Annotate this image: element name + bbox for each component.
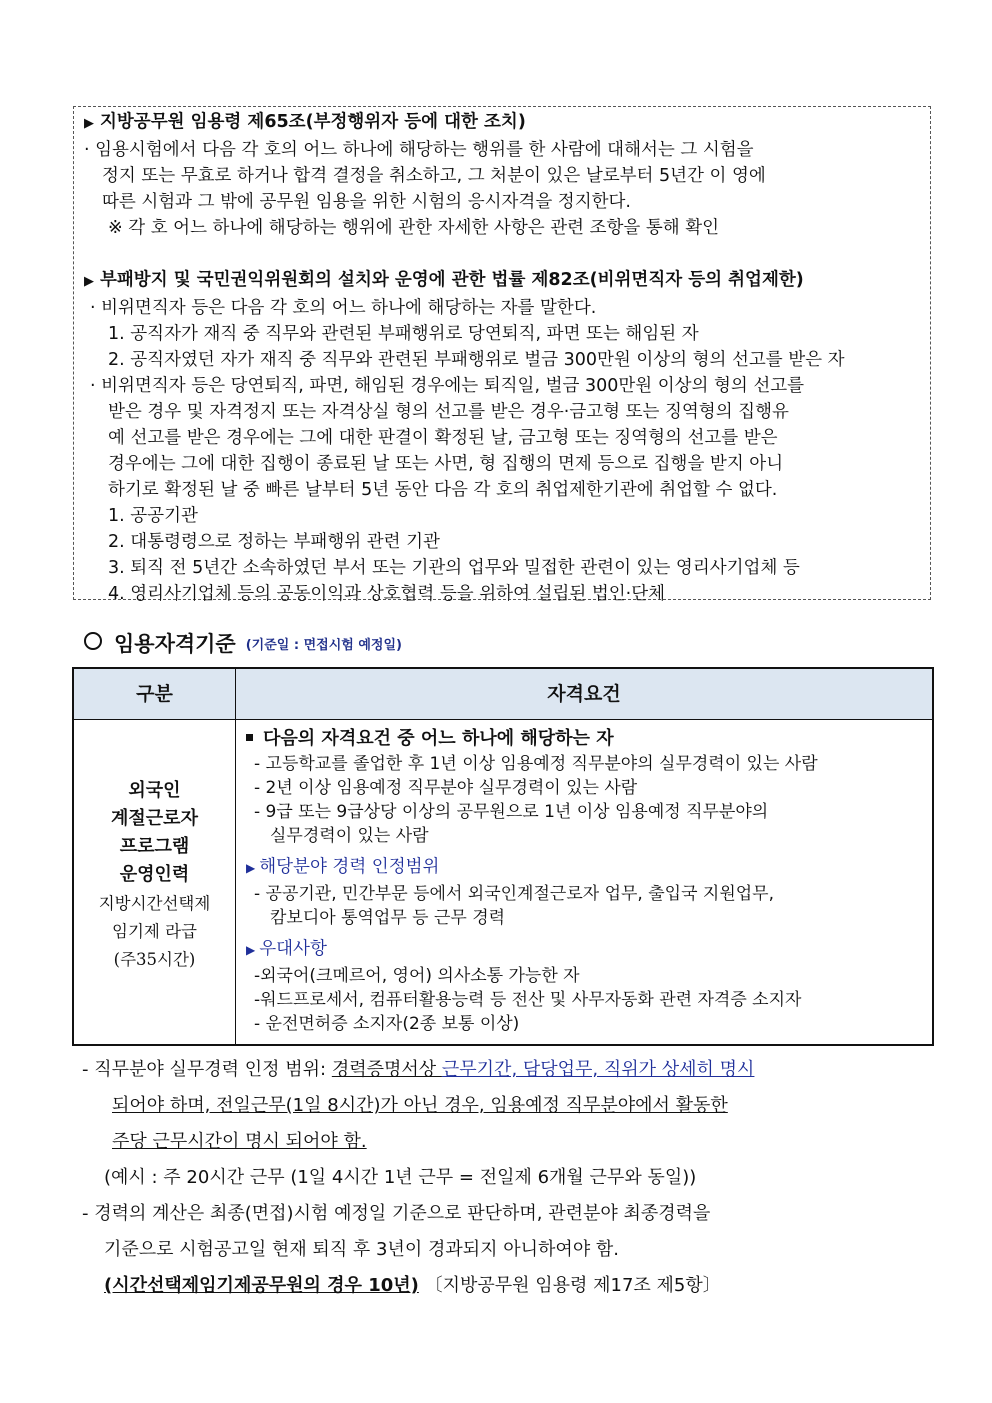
note-line: (시간선택제임기제공무원의 경우 10년) 〔지방공무원 임용령 제17조 제5항〕 [104, 1275, 721, 1296]
note-line: - 경력의 계산은 최종(면접)시험 예정일 기준으로 판단하며, 관련분야 최종경력을 [82, 1203, 711, 1224]
requirement-item: - 2년 이상 임용예정 직무분야 실무경력이 있는 사람 [254, 778, 638, 798]
triangle-bullet-icon: ▶ [246, 943, 256, 957]
header-category: 구분 [136, 683, 173, 705]
requirement-item-cont: 실무경력이 있는 사람 [270, 826, 429, 846]
category-detail: 지방시간선택제 [98, 894, 211, 913]
law-item: 1. 공직자가 재직 중 직무와 관련된 부패행위로 당연퇴직, 파면 또는 해임된 자 [108, 324, 699, 344]
triangle-bullet-icon: ▶ [84, 274, 94, 289]
category-cell [74, 777, 235, 973]
qualification-table [72, 667, 934, 1046]
triangle-bullet-icon: ▶ [246, 861, 256, 875]
header-requirements: 자격요건 [547, 683, 621, 705]
law-item: 1. 공공기관 [108, 506, 198, 526]
section-heading [84, 628, 402, 658]
column-divider [235, 669, 236, 1044]
law-line: 예 선고를 받은 경우에는 그에 대한 판결이 확정된 날, 금고형 또는 징역형의 선고를 받은 [108, 428, 778, 448]
category-detail: 임기제 라급 [112, 922, 197, 941]
note-line: 기준으로 시험공고일 현재 퇴직 후 3년이 경과되지 아니하여야 함. [104, 1239, 620, 1260]
law-line: 따른 시험과 그 밖에 공무원 임용을 위한 시험의 응시자격을 정지한다. [102, 192, 631, 212]
experience-item-cont: 캄보디아 통역업무 등 근무 경력 [270, 908, 506, 928]
category-name: 프로그램 [119, 836, 190, 857]
preference-heading: ▶ 우대사항 [246, 939, 327, 959]
law-note: ※ 각 호 어느 하나에 해당하는 행위에 관한 자세한 사항은 관련 조항을 통해 확인 [108, 218, 720, 238]
requirement-item: - 9급 또는 9급상당 이상의 공무원으로 1년 이상 임용예정 직무분야의 [254, 802, 769, 822]
spacer [84, 241, 922, 267]
law-line: 받은 경우 및 자격정지 또는 자격상실 형의 선고를 받은 경우·금고형 또는 징역형의 집행유 [108, 402, 789, 422]
category-name: 운영인력 [119, 864, 190, 885]
law-item: 2. 공직자였던 자가 재직 중 직무와 관련된 부패행위로 벌금 300만원 이상의 형의 선고를 받은 자 [108, 350, 845, 370]
triangle-bullet-icon: ▶ [84, 116, 94, 131]
law-box [73, 106, 931, 604]
law-line: 하기로 확정된 날 중 빠른 날부터 5년 동안 다음 각 호의 취업제한기관에 취업할 수 없다. [108, 480, 778, 500]
category-name: 외국인 [128, 780, 181, 801]
note-line: 되어야 하며, 전일근무(1일 8시간)가 아닌 경우, 임용예정 직무분야에서 활동한 [112, 1095, 728, 1116]
requirements-cell [246, 725, 932, 1036]
category-detail: (주35시간) [113, 950, 196, 969]
note-example: (예시 : 주 20시간 근무 (1일 4시간 1년 근무 = 전일제 6개월 근무와 동일)) [104, 1167, 697, 1188]
notes-section [82, 1052, 932, 1304]
preference-item: -워드프로세서, 컴퓨터활용능력 등 전산 및 사무자동화 관련 자격증 소지자 [254, 990, 802, 1010]
circle-bullet-icon [84, 632, 102, 650]
preference-item: -외국어(크메르어, 영어) 의사소통 가능한 자 [254, 966, 580, 986]
law-line: · 임용시험에서 다음 각 호의 어느 하나에 해당하는 행위를 한 사람에 대해서는 그 시험을 [84, 140, 754, 160]
square-bullet-icon [246, 734, 253, 741]
law-line: · 비위면직자 등은 다음 각 호의 어느 하나에 해당하는 자를 말한다. [90, 298, 597, 318]
law-item: 3. 퇴직 전 5년간 소속하였던 부서 또는 기관의 업무와 밀접한 관련이 있는 영리사기업체 등 [108, 558, 800, 578]
section-title: 임용자격기준 [114, 632, 236, 656]
law-line: · 비위면직자 등은 당연퇴직, 파면, 해임된 경우에는 퇴직일, 벌금 300만원 이상의 형의 선고를 [90, 376, 805, 396]
law-heading-art82: ▶ 부패방지 및 국민권익위원회의 설치와 운영에 관한 법률 제82조(비위면직자 등의 취업제한) [84, 267, 922, 295]
section-subtitle: (기준일 : 면접시험 예정일) [245, 637, 402, 653]
experience-item: - 공공기관, 민간부문 등에서 외국인계절근로자 업무, 출입국 지원업무, [254, 884, 774, 904]
note-line: - 직무분야 실무경력 인정 범위: 경력증명서상 근무기간, 담당업무, 직위가 상세히 명시 [82, 1059, 755, 1080]
requirement-item: - 고등학교를 졸업한 후 1년 이상 임용예정 직무분야의 실무경력이 있는 사람 [254, 754, 818, 774]
law-item: 4. 영리사기업체 등의 공동이익과 상호협력 등을 위하여 설립된 법인·단체 [108, 584, 666, 604]
note-line: 주당 근무시간이 명시 되어야 함. [112, 1131, 367, 1152]
category-name: 계절근로자 [111, 808, 198, 829]
main-requirement: 다음의 자격요건 중 어느 하나에 해당하는 자 [246, 725, 932, 752]
preference-item: - 운전면허증 소지자(2종 보통 이상) [254, 1014, 520, 1034]
law-item: 2. 대통령령으로 정하는 부패행위 관련 기관 [108, 532, 440, 552]
law-heading-art65: ▶ 지방공무원 임용령 제65조(부정행위자 등에 대한 조치) [84, 109, 922, 137]
law-line: 경우에는 그에 대한 집행이 종료된 날 또는 사면, 형 집행의 면제 등으로 집행을 받지 아니 [108, 454, 784, 474]
experience-scope-heading: ▶ 해당분야 경력 인정범위 [246, 857, 440, 877]
law-line: 정지 또는 무효로 하거나 합격 결정을 취소하고, 그 처분이 있은 날로부터 5년간 이 영에 [102, 166, 766, 186]
